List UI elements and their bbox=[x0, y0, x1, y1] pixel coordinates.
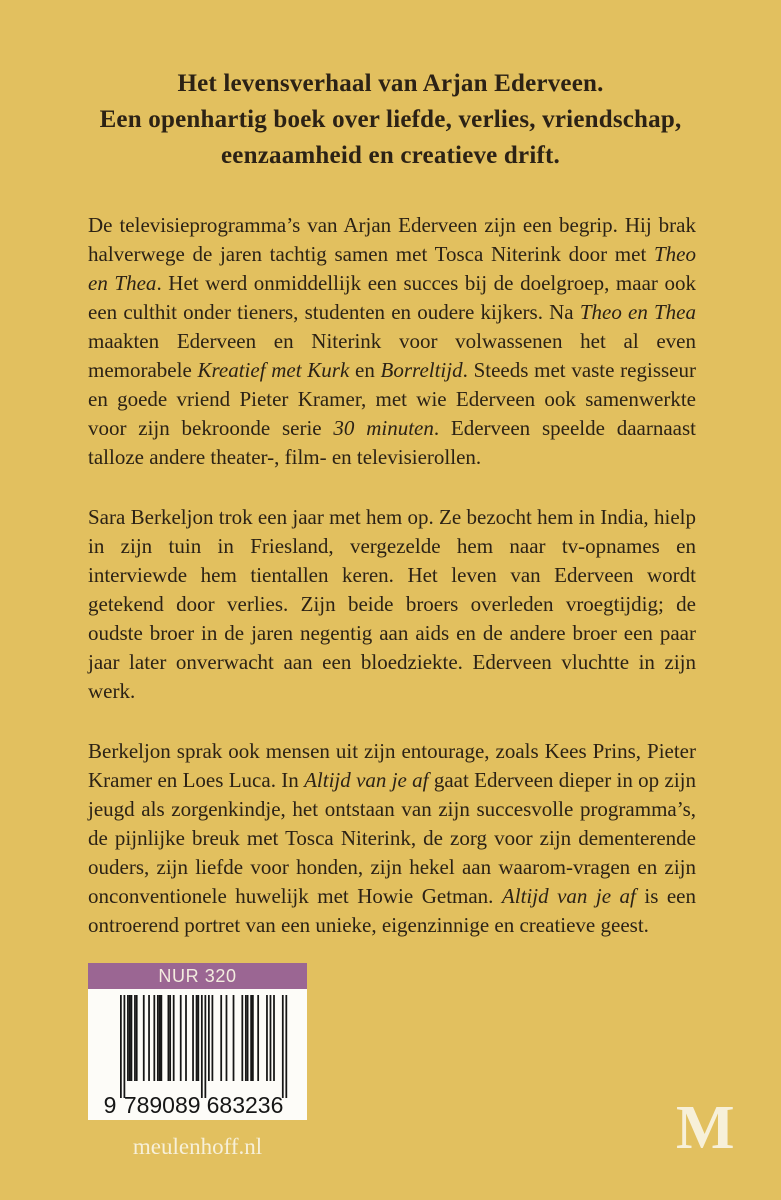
blurb bbox=[88, 211, 696, 940]
barcode-panel bbox=[88, 963, 307, 1120]
nur-label: NUR 320 bbox=[158, 965, 237, 986]
blurb-paragraph: Sara Berkeljon trok een jaar met hem op. Ze bezocht hem in India, hielp in zijn tuin in Friesland, vergezelde hem naar tv-opnames en interviewde hem tientallen keren. Het leven van Ederveen wordt getekend door verlies. Zijn beide broers overleden vroegtijdig; de oudste broer in de jaren negentig aan aids en de andere broer een paar jaar later onverwacht aan een bloedziekte. Ederveen vluchtte in zijn werk. bbox=[88, 505, 696, 703]
tagline-line-3: eenzaamheid en creatieve drift. bbox=[221, 142, 560, 169]
svg-text:683236: 683236 bbox=[206, 1092, 284, 1117]
meulenhoff-m-logo: M bbox=[676, 1094, 735, 1162]
tagline bbox=[30, 66, 751, 174]
tagline-line-2: Een openhartig boek over liefde, verlies, vriendschap, bbox=[99, 106, 682, 133]
svg-text:789089: 789089 bbox=[123, 1092, 201, 1117]
ean13-barcode bbox=[100, 995, 295, 1117]
tagline-line-1: Het levensverhaal van Arjan Ederveen. bbox=[177, 70, 604, 97]
blurb-paragraph: Berkeljon sprak ook mensen uit zijn entourage, zoals Kees Prins, Pieter Kramer en Loes Luca. In Altijd van je af gaat Ederveen dieper in op zijn jeugd als zorgenkindje, het ontstaan van zijn succesvolle programma’s, de pijnlijke breuk met Tosca Niterink, de zorg voor zijn dementerende ouders, zijn liefde voor honden, zijn hekel aan waarom-vragen en zijn onconventionele huwelijk met Howie Getman. Altijd van je af is een ontroerend portret van een unieke, eigenzinnige en creatieve geest. bbox=[88, 739, 696, 937]
nur-strip bbox=[88, 963, 307, 989]
svg-text:9: 9 bbox=[103, 1092, 117, 1117]
blurb-paragraph: De televisieprogramma’s van Arjan Ederveen zijn een begrip. Hij brak halverwege de jaren tachtig samen met Tosca Niterink door met Theo en Thea. Het werd onmiddellijk een succes bij de doelgroep, maar ook een culthit onder tieners, studenten en oudere kijkers. Na Theo en Thea maakten Ederveen en Niterink voor volwassenen het al even memorabele Kreatief met Kurk en Borreltijd. Steeds met vaste regisseur en goede vriend Pieter Kramer, met wie Ederveen ook samenwerkte voor zijn bekroonde serie 30 minuten. Ederveen speelde daarnaast talloze andere theater-, film- en televisierollen. bbox=[88, 213, 697, 469]
publisher-website: meulenhoff.nl bbox=[132, 1134, 263, 1159]
